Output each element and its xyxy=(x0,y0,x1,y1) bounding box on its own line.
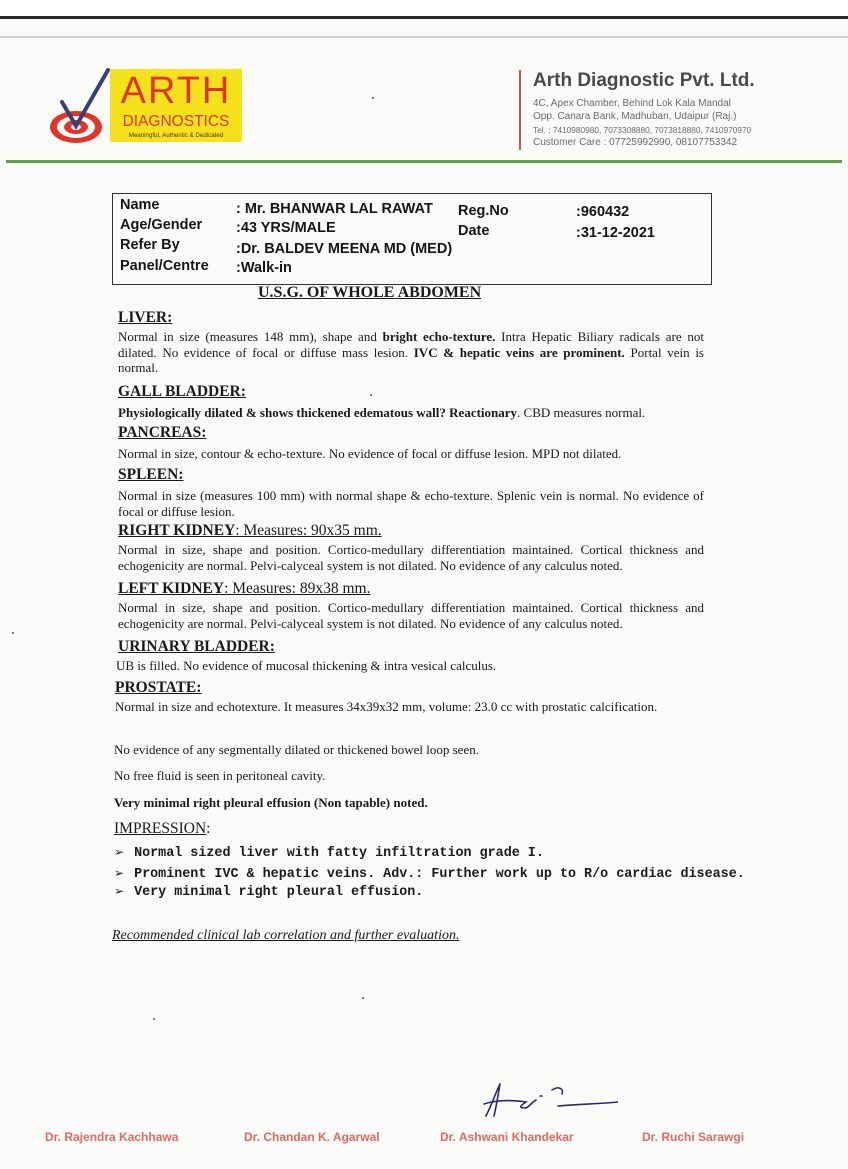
spleen-text: Normal in size (measures 100 mm) with normal shape & echo-texture. Splenic vein is normal. No evidence of focal or diffuse lesion. xyxy=(118,488,704,519)
liver-bold-2: IVC & hepatic veins are prominent. xyxy=(413,344,625,360)
date-label: Date xyxy=(458,223,490,239)
panel-centre-value: :Walk-in xyxy=(236,260,292,276)
urinary-bladder-heading: URINARY BLADDER: xyxy=(118,638,275,655)
gall-bladder-rest: . CBD measures normal. xyxy=(517,405,646,420)
left-kidney-text: Normal in size, shape and position. Cortico-medullary differentiation maintained. Cortical thickness and echogenicity are normal. Pelvi-calyceal system is not dilated. No evidence of any calculus noted. xyxy=(118,600,704,631)
address-line-1: 4C, Apex Chamber, Behind Lok Kala Mandal xyxy=(533,98,731,109)
doctor-name: Dr. Ashwani Khandekar xyxy=(440,1130,574,1144)
pancreas-text: Normal in size, contour & echo-texture. No evidence of focal or diffuse lesion. MPD not dilated. xyxy=(118,446,622,461)
right-kidney-measures: : Measures: 90x35 mm. xyxy=(235,522,382,539)
address-line-2: Opp. Canara Bank, Madhuban, Udaipur (Raj.) xyxy=(533,111,737,122)
impression-text: Normal sized liver with fatty infiltration grade I. xyxy=(134,846,544,861)
prostate-heading: PROSTATE: xyxy=(115,679,202,696)
free-fluid-note: No free fluid is seen in peritoneal cavity. xyxy=(114,768,326,783)
impression-heading xyxy=(114,820,210,838)
arrow-bullet-icon: ➢ xyxy=(114,884,125,898)
reg-no-value: :960432 xyxy=(576,204,630,220)
telephone-line: Tel. : 7410980980, 7073308880, 7073818880, 7410970970 xyxy=(533,125,752,135)
scan-speck xyxy=(153,1018,155,1020)
left-kidney-measures: : Measures: 89x38 mm. xyxy=(224,580,371,597)
impression-title: IMPRESSION xyxy=(114,820,207,837)
customer-care-line: Customer Care : 07725992990, 08107753342 xyxy=(533,137,738,148)
liver-text-1: Normal in size (measures 148 mm), shape and xyxy=(118,329,383,344)
header-rule xyxy=(6,160,842,163)
refer-by-label: Refer By xyxy=(120,237,180,253)
scan-speck xyxy=(372,97,374,99)
age-gender-value: :43 YRS/MALE xyxy=(236,220,336,236)
liver-text xyxy=(118,329,704,376)
doctor-signature xyxy=(478,1078,618,1122)
liver-bold-1: bright echo-texture. xyxy=(382,329,496,344)
recommendation: Recommended clinical lab correlation and further evaluation. xyxy=(112,928,460,943)
impression-colon: : xyxy=(206,820,211,837)
gall-bladder-bold: Physiologically dilated & shows thickened edematous wall? Reactionary xyxy=(118,405,518,420)
pancreas-heading: PANCREAS: xyxy=(118,424,207,441)
bowel-note: No evidence of any segmentally dilated or thickened bowel loop seen. xyxy=(114,742,479,757)
logo-sub: DIAGNOSTICS xyxy=(122,113,230,130)
logo-box xyxy=(110,69,242,142)
name-label: Name xyxy=(120,197,160,213)
logo-tagline: Meaningful, Authentic & Dedicated xyxy=(128,132,224,139)
patient-info-box xyxy=(112,193,712,285)
right-kidney-text: Normal in size, shape and position. Cortico-medullary differentiation maintained. Cortical thickness and echogenicity are normal. Pelvi-calyceal system is not dilated. No evidence of any calculus noted. xyxy=(118,542,704,573)
date-value: :31-12-2021 xyxy=(576,225,655,241)
pleural-effusion-note: Very minimal right pleural effusion (Non tapable) noted. xyxy=(114,795,428,810)
refer-by-value: :Dr. BALDEV MEENA MD (MED) xyxy=(236,241,453,257)
arrow-bullet-icon: ➢ xyxy=(114,866,125,880)
doctor-name: Dr. Chandan K. Agarwal xyxy=(244,1130,380,1144)
liver-text-2: Intra Hepatic Biliary radicals are not dilated. No evidence of focal or diffuse mass lesion. xyxy=(118,329,704,360)
report-title: U.S.G. OF WHOLE ABDOMEN xyxy=(258,284,482,301)
scan-speck xyxy=(12,632,14,634)
scan-top-edge xyxy=(0,16,848,19)
logo-brand: ARTH xyxy=(120,70,232,112)
panel-centre-label: Panel/Centre xyxy=(120,258,209,274)
liver-text-3: Portal vein is normal. xyxy=(118,344,704,375)
scan-speck xyxy=(362,997,364,999)
doctor-name: Dr. Rajendra Kachhawa xyxy=(45,1130,179,1144)
company-name: Arth Diagnostic Pvt. Ltd. xyxy=(533,70,755,91)
left-kidney-heading xyxy=(118,580,370,598)
gall-bladder-text xyxy=(118,405,704,421)
name-value: : Mr. BHANWAR LAL RAWAT xyxy=(236,201,433,217)
left-kidney-title: LEFT KIDNEY xyxy=(118,580,225,597)
impression-text: Prominent IVC & hepatic veins. Adv.: Further work up to R/o cardiac disease. xyxy=(134,867,745,882)
target-check-icon xyxy=(48,66,112,146)
impression-item xyxy=(114,843,544,863)
impression-item xyxy=(114,882,423,902)
doctor-name: Dr. Ruchi Sarawgi xyxy=(642,1130,745,1144)
spleen-heading: SPLEEN: xyxy=(118,466,184,483)
impression-item xyxy=(114,864,745,884)
urinary-bladder-text: UB is filled. No evidence of mucosal thickening & intra vesical calculus. xyxy=(116,658,497,673)
header-divider xyxy=(519,70,521,150)
prostate-text: Normal in size and echotexture. It measures 34x39x32 mm, volume: 23.0 cc with prostatic calcification. xyxy=(115,699,658,714)
right-kidney-title: RIGHT KIDNEY xyxy=(118,522,236,539)
impression-text: Very minimal right pleural effusion. xyxy=(134,885,424,900)
right-kidney-heading xyxy=(118,522,382,540)
scan-speck xyxy=(370,394,372,396)
age-gender-label: Age/Gender xyxy=(120,217,203,233)
gall-bladder-heading: GALL BLADDER: xyxy=(118,383,246,400)
liver-heading: LIVER: xyxy=(118,309,173,326)
company-logo xyxy=(48,66,248,146)
paper-edge xyxy=(0,36,848,38)
arrow-bullet-icon: ➢ xyxy=(114,845,125,859)
reg-no-label: Reg.No xyxy=(458,203,509,219)
scan-top-margin xyxy=(0,0,848,16)
